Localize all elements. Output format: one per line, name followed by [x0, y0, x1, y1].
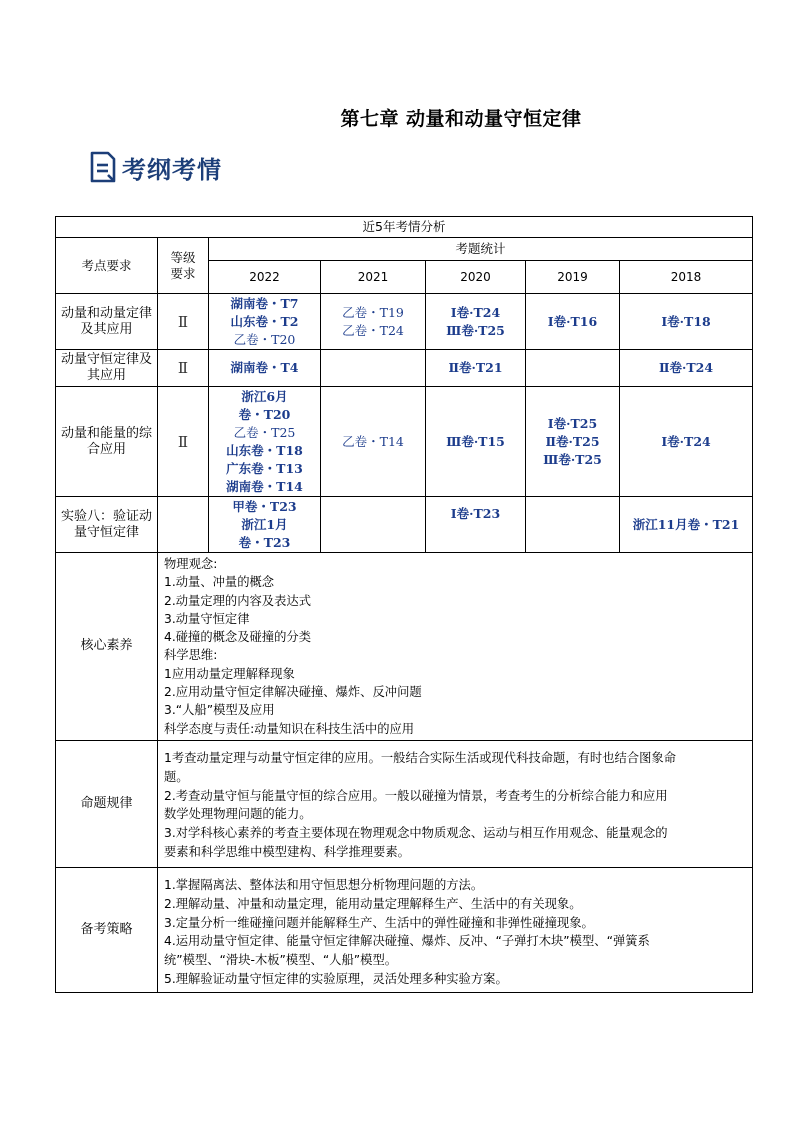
topic-cell: 实验八：验证动量守恒定律	[56, 497, 158, 553]
text-line: 统”模型、“滑块-木板”模型、“人船”模型。	[164, 953, 398, 968]
exam-analysis-table	[55, 216, 753, 993]
strategy-text	[158, 867, 753, 992]
stat-cell	[321, 350, 426, 387]
strategy-row	[56, 867, 753, 992]
year-header: 2020	[426, 261, 526, 294]
table-row	[56, 294, 753, 350]
text-line: 科学态度与责任:动量知识在科技生活中的应用	[164, 721, 415, 736]
level-cell: Ⅱ	[158, 350, 209, 387]
section-heading-text: 考纲考情	[122, 155, 222, 184]
stat-cell	[620, 294, 753, 350]
text-line: 物理观念:	[164, 557, 218, 571]
exam-entry: Ⅱ卷·T21	[448, 360, 503, 375]
exam-entry: 广东卷・T13	[226, 460, 303, 476]
stat-cell	[426, 387, 526, 497]
text-line: 3.“人船”模型及应用	[164, 703, 275, 718]
stat-cell	[620, 350, 753, 387]
text-line: 题。	[164, 769, 189, 784]
exam-entry: 湖南卷・T4	[230, 360, 299, 375]
text-line: 2.理解动量、冲量和动量定理，能用动量定理解释生产、生活中的有关现象。	[164, 896, 582, 911]
exam-entry: 湖南卷・T14	[226, 478, 303, 494]
text-line: 1.掌握隔离法、整体法和用守恒思想分析物理问题的方法。	[164, 877, 484, 892]
stat-cell	[526, 387, 620, 497]
exam-entry: Ⅰ卷·T23	[450, 506, 501, 521]
text-line: 4.碰撞的概念及碰撞的分类	[164, 630, 311, 645]
table-row	[56, 350, 753, 387]
year-header: 2018	[620, 261, 753, 294]
stat-cell	[426, 294, 526, 350]
text-line: 2.应用动量守恒定律解决碰撞、爆炸、反冲问题	[164, 685, 422, 700]
text-line: 4.运用动量守恒定律、能量守恒定律解决碰撞、爆炸、反冲、“子弹打木块”模型、“弹簧系	[164, 934, 650, 949]
exam-entry: Ⅲ卷·T15	[446, 433, 505, 449]
exam-entry: 浙江1月	[241, 516, 288, 532]
header-topic: 考点要求	[56, 238, 158, 294]
stat-cell	[209, 387, 321, 497]
header-level-text: 等级 要求	[170, 249, 196, 281]
exam-entry: Ⅱ卷·T25	[545, 433, 600, 449]
exam-entry: Ⅰ卷·T24	[661, 433, 711, 449]
question-pattern-text	[158, 740, 753, 867]
exam-entry: Ⅲ卷·T25	[446, 322, 505, 338]
level-cell: Ⅱ	[158, 387, 209, 497]
table-row	[56, 387, 753, 497]
text-line: 3.动量守恒定律	[164, 611, 250, 626]
text-line: 数学处理物理问题的能力。	[164, 807, 312, 822]
table-row	[56, 497, 753, 553]
stat-cell	[526, 350, 620, 387]
exam-entry: 山东卷・T2	[230, 313, 299, 329]
exam-entry: 乙卷・T25	[233, 424, 296, 440]
stat-cell	[321, 497, 426, 553]
core-literacy-row	[56, 553, 753, 741]
page-title: 第七章 动量和动量守恒定律	[340, 108, 582, 130]
header-level	[158, 238, 209, 294]
exam-entry: 乙卷・T20	[233, 331, 296, 347]
stat-cell	[321, 294, 426, 350]
stat-cell	[321, 387, 426, 497]
exam-entry: 湖南卷・T7	[230, 295, 299, 311]
exam-entry: Ⅰ卷·T25	[547, 415, 598, 431]
level-cell: Ⅱ	[158, 294, 209, 350]
stat-cell	[426, 350, 526, 387]
text-line: 1.动量、冲量的概念	[164, 575, 275, 590]
exam-entry: 甲卷・T23	[232, 498, 297, 514]
strategy-label: 备考策略	[56, 867, 158, 992]
table-caption: 近5年考情分析	[56, 217, 753, 238]
exam-entry: 乙卷・T14	[342, 433, 404, 449]
stat-cell	[209, 497, 321, 553]
text-line: 2.考查动量守恒与能量守恒的综合应用。一般以碰撞为情景，考查考生的分析综合能力和应用	[164, 788, 668, 803]
exam-entry: 浙江11月卷・T21	[632, 516, 740, 532]
stat-cell	[209, 294, 321, 350]
exam-entry: Ⅰ卷·T16	[547, 313, 598, 329]
question-pattern-row	[56, 740, 753, 867]
stat-cell	[209, 350, 321, 387]
topic-cell: 动量和动量定律及其应用	[56, 294, 158, 350]
exam-entry: 卷・T23	[238, 534, 291, 550]
text-line: 3.对学科核心素养的考查主要体现在物理观念中物质观念、运动与相互作用观念、能量观念的	[164, 826, 668, 841]
exam-entry: 山东卷・T18	[226, 442, 303, 458]
exam-entry: 乙卷・T24	[342, 322, 404, 338]
stat-cell	[620, 387, 753, 497]
stat-cell	[526, 497, 620, 553]
exam-entry: Ⅱ卷·T24	[658, 360, 714, 375]
exam-entry: Ⅰ卷·T24	[450, 304, 501, 320]
level-cell	[158, 497, 209, 553]
exam-entry: 浙江6月	[241, 388, 288, 404]
stat-cell	[620, 497, 753, 553]
text-line: 5.理解验证动量守恒定律的实验原理，灵活处理多种实验方案。	[164, 971, 508, 986]
text-line: 要素和科学思维中模型建构、科学推理要素。	[164, 844, 410, 859]
question-pattern-label: 命题规律	[56, 740, 158, 867]
exam-entry: Ⅲ卷·T25	[543, 451, 602, 467]
section-heading	[88, 150, 222, 184]
exam-entry: Ⅰ卷·T18	[661, 313, 711, 329]
year-header: 2019	[526, 261, 620, 294]
exam-entry: 卷・T20	[238, 406, 291, 422]
topic-cell: 动量和能量的综合应用	[56, 387, 158, 497]
text-line: 科学思维:	[164, 648, 218, 663]
stat-cell	[526, 294, 620, 350]
year-header: 2022	[209, 261, 321, 294]
stat-cell	[426, 497, 526, 553]
document-icon	[88, 151, 118, 183]
core-literacy-label: 核心素养	[56, 553, 158, 741]
text-line: 1考查动量定理与动量守恒定律的应用。一般结合实际生活或现代科技命题，有时也结合图象命	[164, 750, 676, 765]
exam-entry: 乙卷・T19	[342, 304, 404, 320]
core-literacy-text	[158, 553, 753, 741]
text-line: 2.动量定理的内容及表达式	[164, 593, 311, 608]
text-line: 3.定量分析一维碰撞问题并能解释生产、生活中的弹性碰撞和非弹性碰撞现象。	[164, 915, 594, 930]
text-line: 1应用动量定理解释现象	[164, 666, 295, 681]
topic-cell: 动量守恒定律及其应用	[56, 350, 158, 387]
header-stats: 考题统计	[209, 238, 753, 261]
year-header: 2021	[321, 261, 426, 294]
